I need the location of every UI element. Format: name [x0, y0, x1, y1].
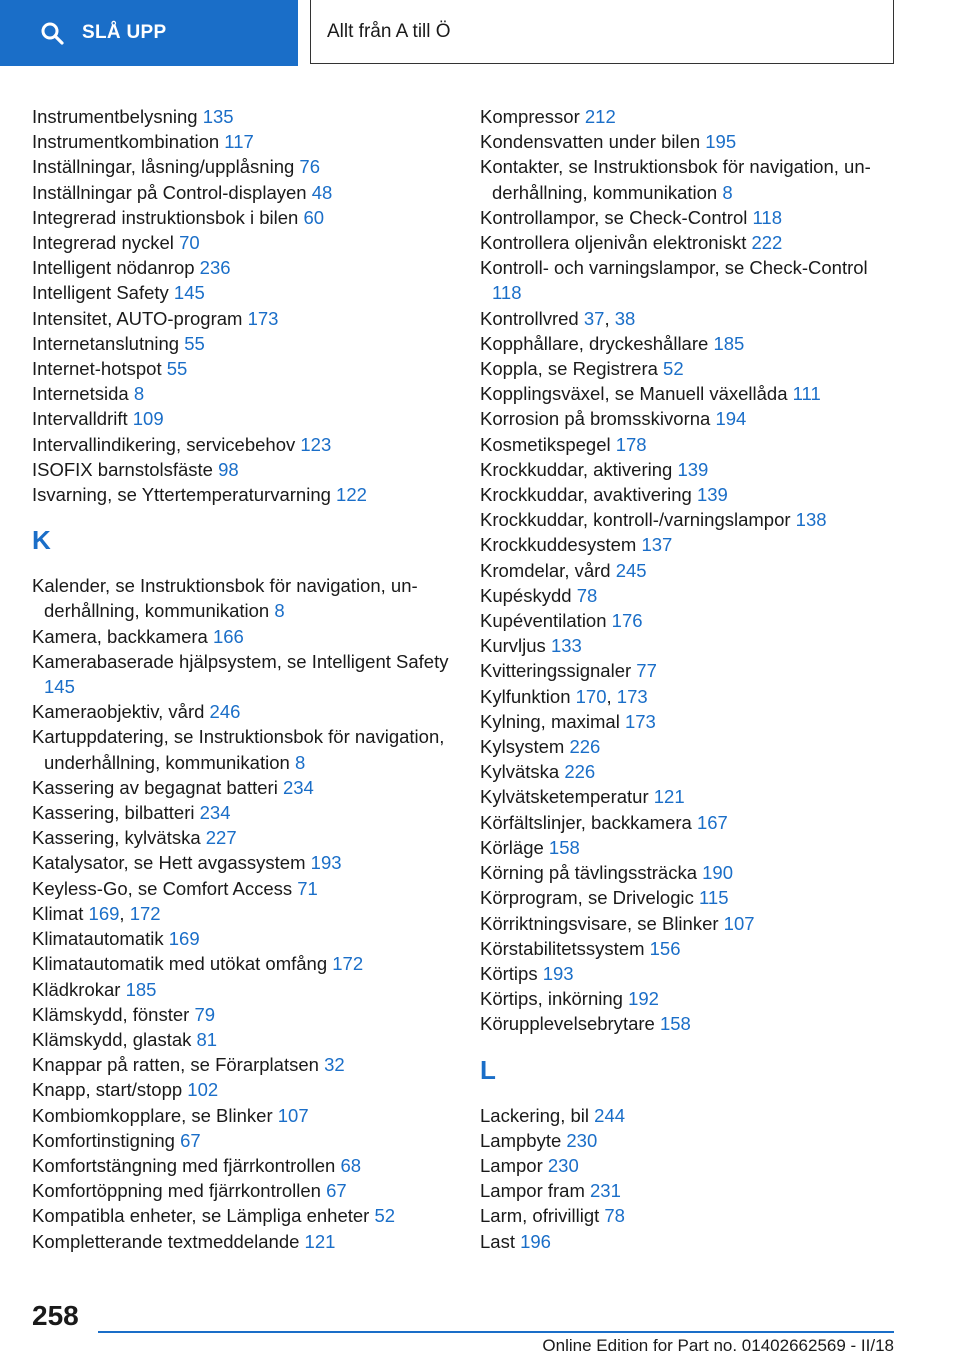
page-number: 258: [32, 1300, 79, 1331]
entry-text: Kontrollera oljenivån elektroniskt: [480, 232, 747, 254]
entry-text: Knappar på ratten, se Förarplatsen: [32, 1054, 319, 1076]
index-entry: [480, 1103, 900, 1128]
index-entry: [32, 1153, 452, 1178]
page-link[interactable]: 8: [274, 600, 285, 622]
page-link[interactable]: 169: [168, 928, 200, 950]
entry-text: Kartuppdatering, se Instruktionsbok för navigation, underhållning, kommunikation: [32, 726, 445, 773]
index-entry: Klimat 169, 172: [32, 902, 161, 924]
entry-text: Kamerabaserade hjälpsystem, se Intelligent Safety: [32, 650, 449, 672]
page-link[interactable]: 8: [722, 181, 733, 203]
entry-text: Kassering, bilbatteri: [32, 802, 195, 824]
page-link[interactable]: 176: [611, 610, 643, 632]
index-entry: [32, 1128, 452, 1153]
index-entry: Kylfunktion 170, 173: [480, 685, 648, 707]
edition-text: Online Edition for Part no. 01402662569 - II/18: [542, 1336, 894, 1355]
page-link[interactable]: 118: [492, 282, 522, 304]
index-entry: [32, 825, 452, 850]
entry-text: Komfortstängning med fjärrkontrollen: [32, 1154, 336, 1176]
index-entry: [480, 1128, 900, 1153]
index-entry: [480, 759, 900, 784]
entry-text: Lampbyte: [480, 1129, 562, 1151]
entry-text: Körläge: [480, 836, 544, 858]
index-entry: [480, 734, 900, 759]
entry-text: Kombiomkopplare, se Blinker: [32, 1104, 273, 1126]
page-link[interactable]: 8: [294, 751, 306, 773]
index-entry: [32, 482, 452, 507]
index-entry: [480, 658, 900, 683]
page-link[interactable]: 190: [702, 862, 733, 884]
entry-text: Katalysator, se Hett avgassystem: [32, 852, 306, 874]
index-entry: [32, 129, 452, 154]
index-entry: [32, 331, 452, 356]
breadcrumb[interactable]: [310, 0, 894, 64]
page-link[interactable]: 193: [310, 852, 342, 874]
page-link[interactable]: 32: [324, 1054, 345, 1076]
entry-text: Kondensvatten under bilen: [480, 131, 701, 153]
page-link[interactable]: 98: [218, 458, 239, 480]
page-link[interactable]: 102: [187, 1079, 219, 1101]
page-link[interactable]: 52: [663, 358, 684, 380]
index-entry: [32, 280, 452, 305]
entry-text: Kylvätska: [480, 761, 560, 783]
index-entry: [32, 356, 452, 381]
index-entry: [480, 482, 900, 507]
page-link[interactable]: 246: [209, 701, 241, 723]
entry-text: Lampor fram: [480, 1180, 585, 1202]
index-entry: [480, 1203, 900, 1228]
index-entry: [480, 255, 900, 305]
page-link[interactable]: 79: [194, 1003, 216, 1025]
entry-text: Instrumentbelysning: [32, 106, 198, 127]
entry-text: Lackering, bil: [480, 1104, 590, 1126]
page-link[interactable]: 196: [520, 1230, 551, 1252]
index-entry: [480, 558, 900, 583]
index-entry: [32, 1178, 452, 1203]
entry-text: Kamera, backkamera: [32, 625, 208, 647]
index-entry: [32, 624, 452, 649]
entry-text: Korrosion på bromsskivorna: [480, 408, 711, 430]
page-link[interactable]: 8: [133, 383, 145, 405]
page-link[interactable]: 234: [199, 802, 231, 824]
page-link[interactable]: 121: [304, 1230, 336, 1252]
page-link[interactable]: 123: [300, 433, 332, 455]
entry-text: Keyless-Go, se Comfort Access: [32, 877, 293, 899]
index-entry: [32, 255, 452, 280]
entry-text: Knapp, start/stopp: [32, 1079, 183, 1101]
entry-text: Kromdelar, vård: [480, 559, 611, 581]
index-entry: [480, 633, 900, 658]
index-entry: [480, 936, 900, 961]
index-entry: [32, 800, 452, 825]
section-letter: L: [480, 1054, 496, 1085]
index-entry: [480, 1153, 900, 1178]
page-link[interactable]: 166: [212, 625, 244, 647]
page-link[interactable]: 78: [576, 584, 598, 606]
entry-text: Intervalldrift: [32, 408, 128, 430]
page-link[interactable]: 107: [723, 912, 755, 934]
index-entry: [480, 986, 900, 1011]
entry-text: Kassering av begagnat batteri: [32, 776, 278, 798]
index-entry: [480, 709, 900, 734]
page-link[interactable]: 48: [311, 181, 333, 203]
index-entry: [32, 1203, 452, 1228]
index-entry: [480, 532, 900, 557]
entry-text: Intensitet, AUTO-program: [32, 307, 243, 329]
index-entry: [32, 977, 452, 1002]
page-link[interactable]: 135: [202, 106, 234, 127]
index-column-left: [32, 104, 452, 1254]
entry-text: Kurvljus: [480, 635, 546, 657]
index-entry: [32, 180, 452, 205]
entry-text: Kopphållare, dryckeshållare: [480, 332, 709, 354]
entry-text: Komfortöppning med fjärrkontrollen: [32, 1180, 321, 1202]
page-link[interactable]: 67: [180, 1129, 201, 1151]
entry-text: Kalender, se Instruktionsbok för navigation, underhållning, kommunikation: [32, 575, 418, 622]
page-link[interactable]: 77: [636, 660, 657, 682]
page-link[interactable]: 111: [792, 383, 821, 405]
index-entry: [480, 911, 900, 936]
page-link[interactable]: 68: [340, 1154, 362, 1176]
index-entry: [480, 810, 900, 835]
entry-text: Kupéskydd: [480, 584, 572, 606]
entry-text: Klimatautomatik med utökat omfång: [32, 953, 328, 975]
entry-text: Kontrollvred: [480, 307, 579, 329]
index-entry: [32, 230, 452, 255]
page-link[interactable]: 71: [297, 877, 318, 899]
index-entry: [480, 1178, 900, 1203]
page-link[interactable]: 78: [604, 1205, 625, 1227]
page-link[interactable]: 169: [88, 902, 120, 924]
entry-text: Kontrollampor, se Check-Control: [480, 206, 748, 228]
index-entry: [480, 885, 900, 910]
page-link[interactable]: 194: [715, 408, 747, 430]
index-entry: [32, 1103, 452, 1128]
index-column-right: [480, 104, 900, 1254]
page-link[interactable]: 133: [550, 635, 582, 657]
page-link[interactable]: 115: [699, 887, 729, 909]
index-entry: [32, 154, 452, 179]
page-link[interactable]: 139: [677, 458, 709, 480]
page-link[interactable]: 212: [584, 106, 616, 127]
page-link[interactable]: 173: [616, 685, 648, 707]
entry-text: Internet-hotspot: [32, 358, 162, 380]
entry-text: Kontakter, se Instruktionsbok för navigation, underhållning, kommunikation: [480, 156, 871, 203]
page-link[interactable]: 107: [277, 1104, 309, 1126]
page-link[interactable]: 172: [332, 953, 364, 975]
page-link[interactable]: 192: [628, 988, 659, 1010]
entry-text: Last: [480, 1230, 515, 1252]
entry-text: Klimat: [32, 902, 84, 924]
search-icon: [40, 21, 64, 45]
page-link[interactable]: 145: [44, 676, 75, 698]
entry-text: Krockkuddar, aktivering: [480, 458, 673, 480]
entry-text: Körtips: [480, 962, 538, 984]
page-link[interactable]: 67: [326, 1180, 347, 1202]
page-link[interactable]: 55: [184, 332, 205, 354]
index-entry: [480, 961, 900, 986]
index-entry: [32, 926, 452, 951]
entry-text: Koppla, se Registrera: [480, 358, 658, 380]
page-link[interactable]: 137: [641, 534, 673, 556]
page-link[interactable]: 81: [196, 1028, 218, 1050]
section-letter: K: [32, 525, 51, 556]
index-entry: [480, 104, 900, 129]
index-entry: [480, 835, 900, 860]
index-entry: [32, 649, 452, 699]
entry-text: Inställningar på Control-displayen: [32, 181, 307, 203]
page-link[interactable]: 230: [547, 1154, 579, 1176]
entry-text: Intervallindikering, servicebehov: [32, 433, 296, 455]
entry-text: Kylvätsketemperatur: [480, 786, 649, 808]
entry-text: Isvarning, se Yttertemperaturvarning: [32, 484, 331, 506]
entry-text: Kompletterande textmeddelande: [32, 1230, 300, 1252]
entry-text: Körupplevelsebrytare: [480, 1013, 655, 1035]
page-link[interactable]: 173: [247, 307, 279, 329]
page-link[interactable]: 227: [205, 827, 237, 849]
page-link[interactable]: 156: [649, 937, 681, 959]
entry-text: Kassering, kylvätska: [32, 827, 201, 849]
index-entry: [480, 129, 900, 154]
entry-text: Körfältslinjer, backkamera: [480, 811, 692, 833]
entry-text: Körprogram, se Drivelogic: [480, 887, 694, 909]
page-link[interactable]: 158: [659, 1013, 691, 1035]
entry-text: Klädkrokar: [32, 978, 121, 1000]
index-entry: Kontrollvred 37, 38: [480, 307, 636, 329]
entry-text: Krockkuddar, kontroll-/varningslampor: [480, 509, 791, 531]
entry-text: Internetsida: [32, 383, 129, 405]
page-link[interactable]: 172: [129, 902, 161, 924]
entry-text: Kylfunktion: [480, 685, 571, 707]
entry-text: Kosmetikspegel: [480, 433, 611, 455]
index-entry: [32, 573, 452, 623]
page-link[interactable]: 60: [303, 206, 325, 228]
index-entry: [480, 406, 900, 431]
index-entry: [32, 1052, 452, 1077]
index-entry: [32, 432, 452, 457]
entry-text: Kameraobjektiv, vård: [32, 701, 205, 723]
index-entry: [32, 699, 452, 724]
entry-text: Komfortinstigning: [32, 1129, 175, 1151]
entry-text: Körriktningsvisare, se Blinker: [480, 912, 719, 934]
page-link[interactable]: 117: [224, 131, 254, 153]
index-entry: [32, 850, 452, 875]
entry-text: Kupéventilation: [480, 610, 607, 632]
index-entry: [32, 1077, 452, 1102]
page-link[interactable]: 109: [132, 408, 164, 430]
page-link[interactable]: 118: [752, 206, 782, 228]
entry-text: Klämskydd, fönster: [32, 1003, 190, 1025]
entry-text: Körtips, inkörning: [480, 988, 623, 1010]
index-entry: [32, 457, 452, 482]
page-link[interactable]: 185: [713, 332, 745, 354]
page-link[interactable]: 173: [624, 710, 656, 732]
section-title: Allt från A till Ö: [327, 20, 451, 42]
page-link[interactable]: 222: [751, 232, 783, 254]
entry-text: Intelligent nödanrop: [32, 257, 195, 279]
page-link[interactable]: 121: [653, 786, 685, 808]
search-button[interactable]: [0, 0, 298, 66]
page-link[interactable]: 70: [179, 232, 200, 254]
index-entry: [480, 457, 900, 482]
index-entry: [480, 608, 900, 633]
index-entry: [480, 1011, 900, 1036]
page-link[interactable]: 55: [166, 358, 188, 380]
index-entry: [480, 230, 900, 255]
index-entry: [32, 1002, 452, 1027]
index-entry: [32, 205, 452, 230]
index-entry: [32, 724, 452, 774]
index-entry: [480, 583, 900, 608]
index-entry: [480, 784, 900, 809]
page-link[interactable]: 231: [590, 1180, 621, 1202]
index-entry: [32, 1027, 452, 1052]
page-link[interactable]: 52: [374, 1205, 396, 1227]
page-link[interactable]: 195: [705, 131, 737, 153]
page-link[interactable]: 37: [583, 307, 605, 329]
entry-text: Kvitteringssignaler: [480, 660, 632, 682]
entry-text: Larm, ofrivilligt: [480, 1205, 600, 1227]
page-link[interactable]: 122: [336, 484, 367, 506]
entry-text: Kylsystem: [480, 736, 565, 758]
index-entry: [480, 205, 900, 230]
page-link[interactable]: 244: [594, 1104, 626, 1126]
page-link[interactable]: 170: [575, 685, 607, 707]
page-link[interactable]: 167: [696, 811, 728, 833]
entry-text: Kopplingsväxel, se Manuell växellåda: [480, 383, 788, 405]
page-link[interactable]: 236: [199, 257, 231, 279]
page-link[interactable]: 226: [564, 761, 596, 783]
entry-text: Kompressor: [480, 106, 580, 127]
index-entry: [480, 432, 900, 457]
footer-divider: [98, 1331, 894, 1333]
index-entry: [480, 331, 900, 356]
entry-text: Inställningar, låsning/upplåsning: [32, 156, 295, 178]
top-bar: [0, 0, 960, 66]
index-entry: [480, 507, 900, 532]
index-entry: [480, 356, 900, 381]
index-entry: [32, 775, 452, 800]
page-link[interactable]: 245: [615, 559, 647, 581]
entry-text: Kylning, maximal: [480, 710, 620, 732]
page-link[interactable]: 139: [696, 484, 728, 506]
entry-text: ISOFIX barnstolsfäste: [32, 458, 213, 480]
index-entry: [32, 104, 452, 129]
page-link[interactable]: 178: [615, 433, 647, 455]
entry-text: Krockkuddesystem: [480, 534, 637, 556]
entry-text: Intelligent Safety: [32, 282, 169, 304]
entry-text: Klimatautomatik: [32, 928, 164, 950]
index-entry: [32, 876, 452, 901]
search-label: SLÅ UPP: [82, 22, 167, 43]
entry-text: Internetanslutning: [32, 332, 180, 354]
entry-text: Krockkuddar, avaktivering: [480, 484, 692, 506]
index-entry: [32, 1229, 452, 1254]
index-entry: [480, 860, 900, 885]
entry-text: Kontroll- och varningslampor, se Check-Control: [480, 257, 868, 279]
index-entry: [480, 381, 900, 406]
entry-text: Instrumentkombination: [32, 131, 220, 153]
entry-text: Körstabilitetssystem: [480, 937, 645, 959]
page-link[interactable]: 185: [125, 978, 157, 1000]
entry-text: Integrerad nyckel: [32, 232, 174, 254]
page-link[interactable]: 193: [542, 962, 574, 984]
index-entry: [32, 381, 452, 406]
page-link[interactable]: 158: [548, 836, 580, 858]
entry-text: Lampor: [480, 1154, 543, 1176]
index-entry: [480, 1229, 900, 1254]
index-entry: [32, 306, 452, 331]
page-link[interactable]: 234: [282, 776, 314, 798]
page-link[interactable]: 226: [569, 736, 601, 758]
index-entry: [480, 154, 900, 204]
entry-text: Klämskydd, glastak: [32, 1028, 192, 1050]
entry-text: Kompatibla enheter, se Lämpliga enheter: [32, 1205, 370, 1227]
page-link[interactable]: 230: [566, 1129, 598, 1151]
page-link[interactable]: 76: [299, 156, 320, 178]
entry-text: Körning på tävlingssträcka: [480, 862, 697, 884]
page-link[interactable]: 38: [614, 307, 636, 329]
page-link[interactable]: 138: [795, 509, 827, 531]
entry-text: Integrerad instruktionsbok i bilen: [32, 206, 299, 228]
page-link[interactable]: 145: [173, 282, 205, 304]
index-entry: [32, 406, 452, 431]
index-entry: [32, 951, 452, 976]
